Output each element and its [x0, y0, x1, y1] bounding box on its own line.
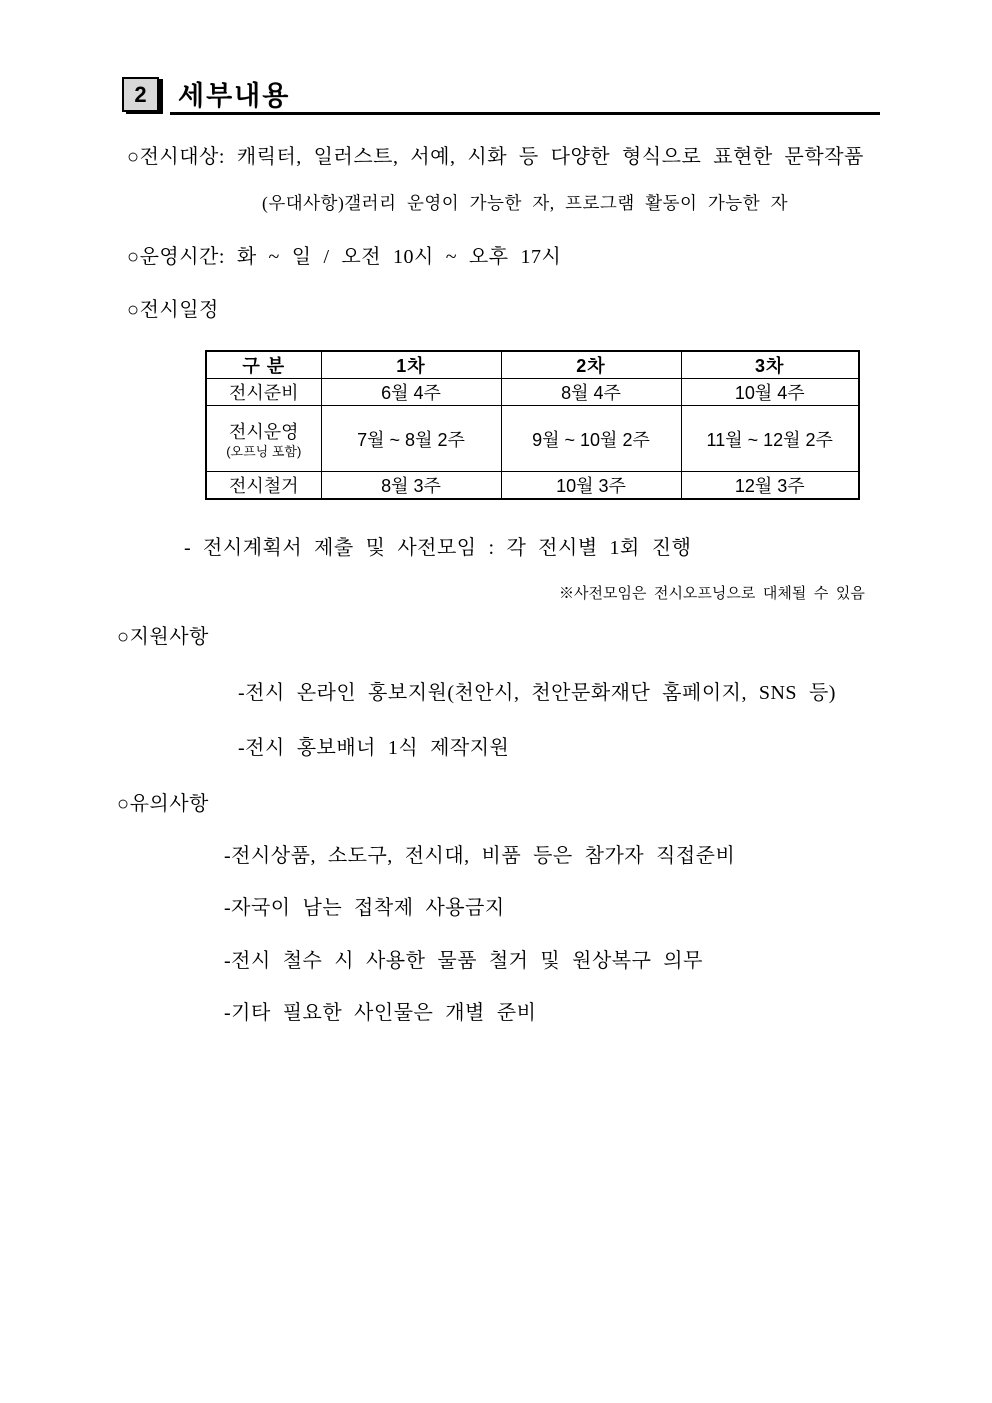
bullet-exhibition-target: ○전시대상: 캐릭터, 일러스트, 서예, 시화 등 다양한 형식으로 표현한 문학작품 — [127, 146, 864, 168]
section-number-badge — [122, 77, 159, 112]
table-header-cell: 3차 — [681, 351, 859, 379]
support-item: -전시 온라인 홍보지원(천안시, 천안문화재단 홈페이지, SNS 등) — [238, 682, 836, 704]
support-heading: ○지원사항 — [117, 626, 209, 648]
row-label-sub: (오프닝 포함) — [226, 443, 302, 459]
support-item: -전시 홍보배너 1식 제작지원 — [238, 737, 510, 759]
table-cell: 7월 ~ 8월 2주 — [321, 406, 501, 472]
table-cell: 12월 3주 — [681, 472, 859, 500]
table-cell: 8월 4주 — [501, 379, 681, 406]
schedule-note: - 전시계획서 제출 및 사전모임 : 각 전시별 1회 진행 — [184, 537, 692, 559]
bullet-schedule-heading: ○전시일정 — [127, 299, 219, 321]
table-header-cell: 구 분 — [206, 351, 321, 379]
table-cell: 9월 ~ 10월 2주 — [501, 406, 681, 472]
table-cell: 8월 3주 — [321, 472, 501, 500]
bullet-operating-hours: ○운영시간: 화 ~ 일 / 오전 10시 ~ 오후 17시 — [127, 246, 562, 268]
row-label: 전시철거 — [206, 472, 321, 500]
notes-item: -기타 필요한 사인물은 개별 준비 — [224, 1002, 537, 1024]
table-header-row — [206, 351, 859, 379]
table-header-cell: 2차 — [501, 351, 681, 379]
table-row — [206, 406, 859, 472]
notes-item: -전시 철수 시 사용한 물품 철거 및 원상복구 의무 — [224, 950, 703, 972]
notes-heading: ○유의사항 — [117, 793, 209, 815]
notes-item: -자국이 남는 접착제 사용금지 — [224, 897, 505, 919]
table-row — [206, 472, 859, 500]
table-cell: 11월 ~ 12월 2주 — [681, 406, 859, 472]
table-row — [206, 379, 859, 406]
notes-item: -전시상품, 소도구, 전시대, 비품 등은 참가자 직접준비 — [224, 845, 736, 867]
schedule-table — [205, 350, 860, 500]
table-header-cell: 1차 — [321, 351, 501, 379]
section-title: 세부내용 — [178, 81, 291, 111]
row-label-main: 전시운영 — [228, 421, 299, 442]
schedule-footnote: ※사전모임은 전시오프닝으로 대체될 수 있음 — [559, 586, 865, 602]
bullet-target-preference: (우대사항)갤러리 운영이 가능한 자, 프로그램 활동이 가능한 자 — [262, 193, 788, 213]
table-cell: 10월 3주 — [501, 472, 681, 500]
title-underline — [170, 112, 880, 115]
row-label: 전시준비 — [206, 379, 321, 406]
table-cell: 10월 4주 — [681, 379, 859, 406]
section-number: 2 — [134, 81, 147, 107]
table-cell: 6월 4주 — [321, 379, 501, 406]
row-label — [206, 406, 321, 472]
